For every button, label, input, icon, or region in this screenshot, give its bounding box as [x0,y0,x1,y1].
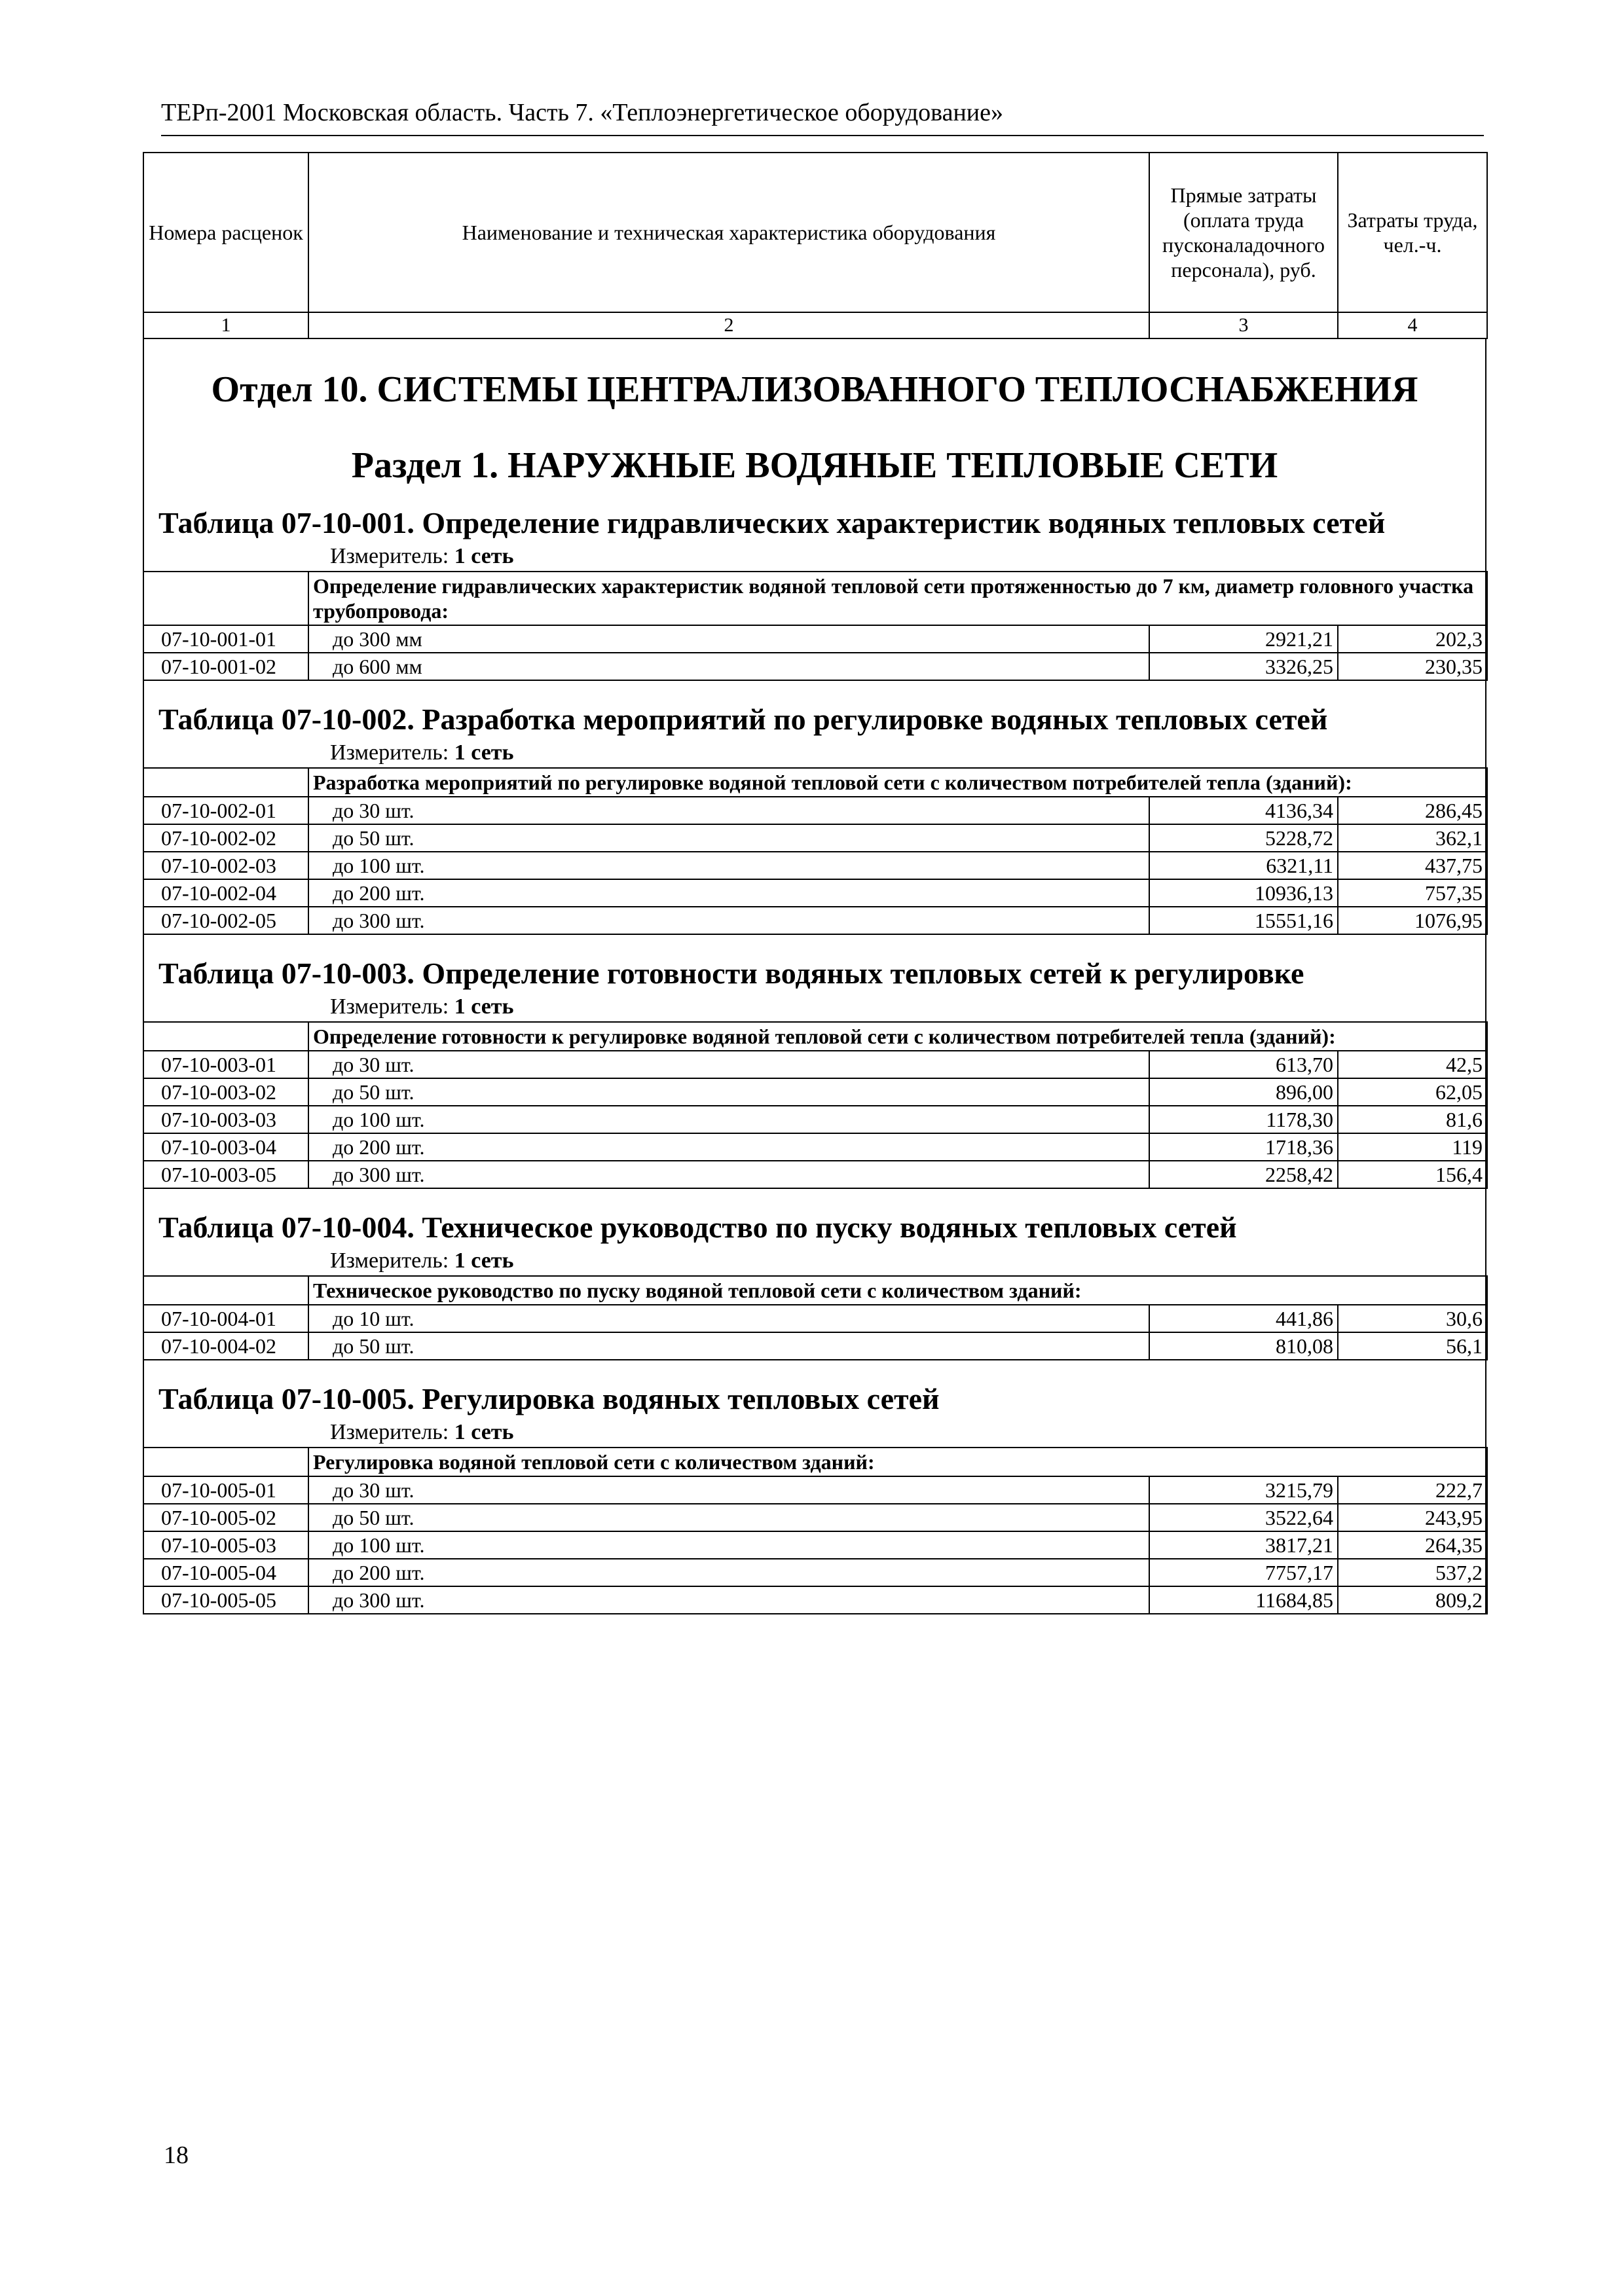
rate-direct-cost: 613,70 [1149,1051,1338,1078]
rate-code: 07-10-002-01 [143,797,308,824]
spacer [144,1360,1485,1380]
measure-label: Измеритель: [330,1248,449,1273]
table-row [143,852,1487,879]
table-row [143,1078,1487,1106]
rate-name: до 300 шт. [308,1161,1149,1188]
table-row [143,1161,1487,1188]
rate-labor: 809,2 [1338,1586,1487,1614]
rate-code: 07-10-003-03 [143,1106,308,1133]
rate-code: 07-10-002-05 [143,907,308,934]
measure-value: 1 сеть [454,994,514,1019]
desc-empty-cell [143,768,308,797]
rate-direct-cost: 4136,34 [1149,797,1338,824]
rate-name: до 300 шт. [308,1586,1149,1614]
col-header-name: Наименование и техническая характеристика оборудования [308,153,1149,312]
rate-code: 07-10-005-04 [143,1559,308,1586]
rate-code: 07-10-003-01 [143,1051,308,1078]
price-tables [143,495,1486,1614]
rate-direct-cost: 3326,25 [1149,653,1338,680]
price-table [143,1275,1488,1360]
table-description: Определение гидравлических характеристик водяной тепловой сети протяженностью до 7 км, диаметр головного участка трубопровода: [308,572,1487,625]
table-title: Таблица 07-10-001. Определение гидравлических характеристик водяных тепловых сетей [158,506,1386,539]
col-number-2: 2 [308,312,1149,338]
table-row [143,1332,1487,1360]
rate-direct-cost: 10936,13 [1149,879,1338,907]
table-description: Определение готовности к регулировке водяной тепловой сети с количеством потребителей тепла (зданий): [308,1022,1487,1051]
price-table [143,571,1488,681]
rate-name: до 100 шт. [308,1106,1149,1133]
rate-direct-cost: 896,00 [1149,1078,1338,1106]
measure-label: Измеритель: [330,544,449,568]
price-table-block [143,495,1486,681]
rate-direct-cost: 11684,85 [1149,1586,1338,1614]
spacer [144,935,1485,955]
rate-code: 07-10-005-01 [143,1476,308,1504]
rate-name: до 100 шт. [308,852,1149,879]
rate-name: до 30 шт. [308,797,1149,824]
table-description: Разработка мероприятий по регулировке водяной тепловой сети с количеством потребителей тепла (зданий): [308,768,1487,797]
rate-code: 07-10-003-04 [143,1133,308,1161]
table-row [143,1476,1487,1504]
measure-unit [144,542,1485,571]
rate-labor: 757,35 [1338,879,1487,907]
spacer [144,681,1485,701]
table-row [143,1051,1487,1078]
table-row [143,824,1487,852]
measure-label: Измеритель: [330,740,449,765]
price-table-block [143,681,1486,935]
table-title: Таблица 07-10-002. Разработка мероприятий по регулировке водяных тепловых сетей [158,702,1328,736]
price-table-block [143,935,1486,1189]
rate-name: до 100 шт. [308,1531,1149,1559]
rate-labor: 56,1 [1338,1332,1487,1360]
spacer [144,1189,1485,1209]
rate-labor: 230,35 [1338,653,1487,680]
section-title: Раздел 1. НАРУЖНЫЕ ВОДЯНЫЕ ТЕПЛОВЫЕ СЕТИ [351,445,1278,486]
rate-direct-cost: 3522,64 [1149,1504,1338,1531]
table-row [143,1504,1487,1531]
col-number-4: 4 [1338,312,1487,338]
rate-code: 07-10-002-04 [143,879,308,907]
table-description: Техническое руководство по пуску водяной тепловой сети с количеством зданий: [308,1276,1487,1305]
measure-unit [144,993,1485,1021]
col-header-labor: Затраты труда, чел.-ч. [1338,153,1487,312]
table-row [143,797,1487,824]
page-header: ТЕРп-2001 Московская область. Часть 7. «Теплоэнергетическое оборудование» [161,97,1484,136]
rate-name: до 10 шт. [308,1305,1149,1332]
rate-labor: 286,45 [1338,797,1487,824]
table-row [143,1133,1487,1161]
rate-direct-cost: 7757,17 [1149,1559,1338,1586]
rate-direct-cost: 5228,72 [1149,824,1338,852]
measure-unit [144,1418,1485,1447]
desc-empty-cell [143,1448,308,1476]
rate-direct-cost: 6321,11 [1149,852,1338,879]
price-table [143,1021,1488,1189]
rate-code: 07-10-001-02 [143,653,308,680]
rate-direct-cost: 1718,36 [1149,1133,1338,1161]
rate-labor: 202,3 [1338,625,1487,653]
rate-name: до 50 шт. [308,1332,1149,1360]
price-table-block [143,1189,1486,1360]
rate-name: до 300 мм [308,625,1149,653]
table-row [143,907,1487,934]
department-title: Отдел 10. СИСТЕМЫ ЦЕНТРАЛИЗОВАННОГО ТЕПЛОСНАБЖЕНИЯ [211,369,1418,410]
desc-empty-cell [143,1022,308,1051]
table-row [143,1106,1487,1133]
measure-value: 1 сеть [454,544,514,568]
rate-name: до 200 шт. [308,879,1149,907]
measure-value: 1 сеть [454,1420,514,1444]
rate-code: 07-10-002-02 [143,824,308,852]
rate-code: 07-10-004-02 [143,1332,308,1360]
price-table-block [143,1360,1486,1614]
measure-unit [144,738,1485,767]
desc-empty-cell [143,572,308,625]
table-row [143,1531,1487,1559]
rate-name: до 50 шт. [308,824,1149,852]
rate-labor: 62,05 [1338,1078,1487,1106]
rate-labor: 243,95 [1338,1504,1487,1531]
rate-direct-cost: 3817,21 [1149,1531,1338,1559]
table-row [143,653,1487,680]
rate-labor: 1076,95 [1338,907,1487,934]
rate-name: до 200 шт. [308,1559,1149,1586]
rate-labor: 42,5 [1338,1051,1487,1078]
price-table [143,1447,1488,1614]
rate-labor: 119 [1338,1133,1487,1161]
rate-direct-cost: 1178,30 [1149,1106,1338,1133]
rate-code: 07-10-005-02 [143,1504,308,1531]
measure-value: 1 сеть [454,1248,514,1273]
table-row [143,625,1487,653]
rate-code: 07-10-005-05 [143,1586,308,1614]
measure-unit [144,1247,1485,1275]
rate-labor: 156,4 [1338,1161,1487,1188]
rate-direct-cost: 441,86 [1149,1305,1338,1332]
main-content [143,152,1486,1614]
rate-labor: 222,7 [1338,1476,1487,1504]
titles-block [143,339,1486,495]
rate-name: до 50 шт. [308,1504,1149,1531]
rate-name: до 30 шт. [308,1476,1149,1504]
table-row [143,1559,1487,1586]
column-header-table [143,152,1488,339]
rate-direct-cost: 3215,79 [1149,1476,1338,1504]
measure-value: 1 сеть [454,740,514,765]
rate-direct-cost: 15551,16 [1149,907,1338,934]
rate-name: до 50 шт. [308,1078,1149,1106]
rate-labor: 81,6 [1338,1106,1487,1133]
rate-code: 07-10-004-01 [143,1305,308,1332]
col-number-3: 3 [1149,312,1338,338]
rate-name: до 300 шт. [308,907,1149,934]
col-number-1: 1 [143,312,308,338]
table-title: Таблица 07-10-004. Техническое руководство по пуску водяных тепловых сетей [158,1211,1237,1244]
rate-labor: 437,75 [1338,852,1487,879]
price-table [143,767,1488,935]
rate-labor: 264,35 [1338,1531,1487,1559]
rate-code: 07-10-003-02 [143,1078,308,1106]
col-header-codes: Номера расценок [143,153,308,312]
rate-name: до 600 мм [308,653,1149,680]
col-header-direct-costs: Прямые затраты (оплата труда пусконаладочного персонала), руб. [1149,153,1338,312]
rate-direct-cost: 2921,21 [1149,625,1338,653]
table-description: Регулировка водяной тепловой сети с количеством зданий: [308,1448,1487,1476]
rate-name: до 200 шт. [308,1133,1149,1161]
table-title: Таблица 07-10-003. Определение готовности водяных тепловых сетей к регулировке [158,957,1304,990]
table-row [143,879,1487,907]
table-row [143,1305,1487,1332]
rate-code: 07-10-002-03 [143,852,308,879]
rate-name: до 30 шт. [308,1051,1149,1078]
measure-label: Измеритель: [330,1420,449,1444]
table-title: Таблица 07-10-005. Регулировка водяных тепловых сетей [158,1382,940,1415]
rate-labor: 30,6 [1338,1305,1487,1332]
desc-empty-cell [143,1276,308,1305]
table-row [143,1586,1487,1614]
rate-code: 07-10-001-01 [143,625,308,653]
rate-direct-cost: 810,08 [1149,1332,1338,1360]
rate-code: 07-10-005-03 [143,1531,308,1559]
rate-code: 07-10-003-05 [143,1161,308,1188]
rate-labor: 362,1 [1338,824,1487,852]
rate-direct-cost: 2258,42 [1149,1161,1338,1188]
rate-labor: 537,2 [1338,1559,1487,1586]
page-number: 18 [164,2141,189,2169]
measure-label: Измеритель: [330,994,449,1019]
